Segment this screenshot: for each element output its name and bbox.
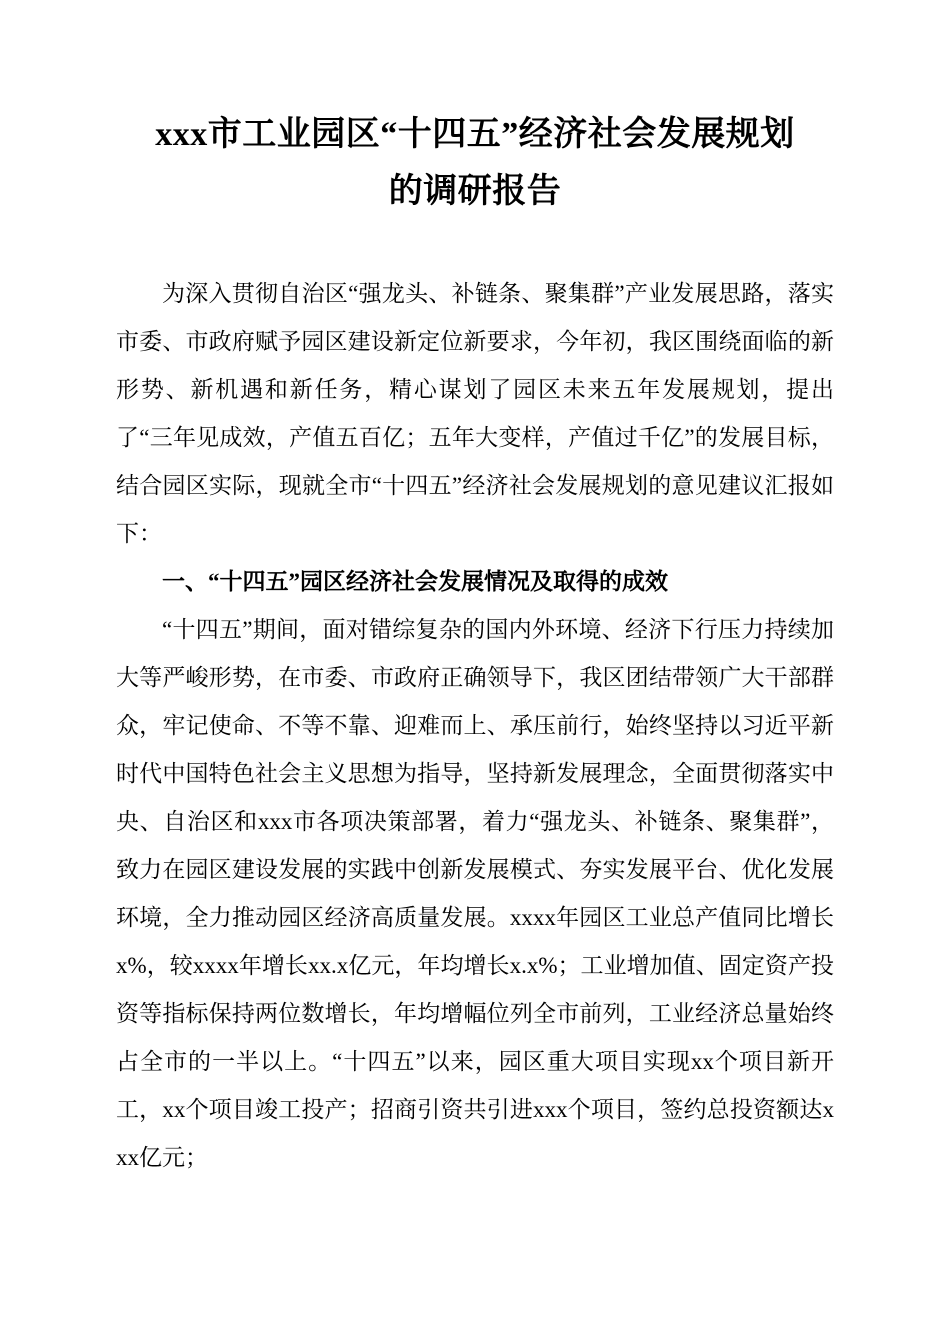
section-heading-1: 一、“十四五”园区经济社会发展情况及取得的成效 bbox=[162, 569, 668, 594]
document-title bbox=[116, 106, 834, 220]
paragraph-intro: 为深入贯彻自治区“强龙头、补链条、聚集群”产业发展思路，落实市委、市政府赋予园区建设新定位新要求，今年初，我区围绕面临的新形势、新机遇和新任务，精心谋划了园区未来五年发展规划，提出了“三年见成效，产值五百亿；五年大变样，产值过千亿”的发展目标，结合园区实际，现就全市“十四五”经济社会发展规划的意见建议汇报如下： bbox=[116, 281, 834, 546]
title-line-1: xxx市工业园区“十四五”经济社会发展规划 bbox=[155, 116, 795, 153]
paragraph-section-1: “十四五”期间，面对错综复杂的国内外环境、经济下行压力持续加大等严峻形势，在市委、市政府正确领导下，我区团结带领广大干部群众，牢记使命、不等不靠、迎难而上、承压前行，始终坚持以习近平新时代中国特色社会主义思想为指导，坚持新发展理念，全面贯彻落实中央、自治区和xxx市各项决策部署，着力“强龙头、补链条、聚集群”，致力在园区建设发展的实践中创新发展模式、夯实发展平台、优化发展环境，全力推动园区经济高质量发展。xxxx年园区工业总产值同比增长x%，较xxxx年增长xx.x亿元，年均增长x.x%；工业增加值、固定资产投资等指标保持两位数增长，年均增幅位列全市前列，工业经济总量始终占全市的一半以上。“十四五”以来，园区重大项目实现xx个项目新开工，xx个项目竣工投产；招商引资共引进xxx个项目，签约总投资额达xxx亿元； bbox=[116, 617, 834, 1170]
title-line-2: 的调研报告 bbox=[388, 173, 562, 210]
